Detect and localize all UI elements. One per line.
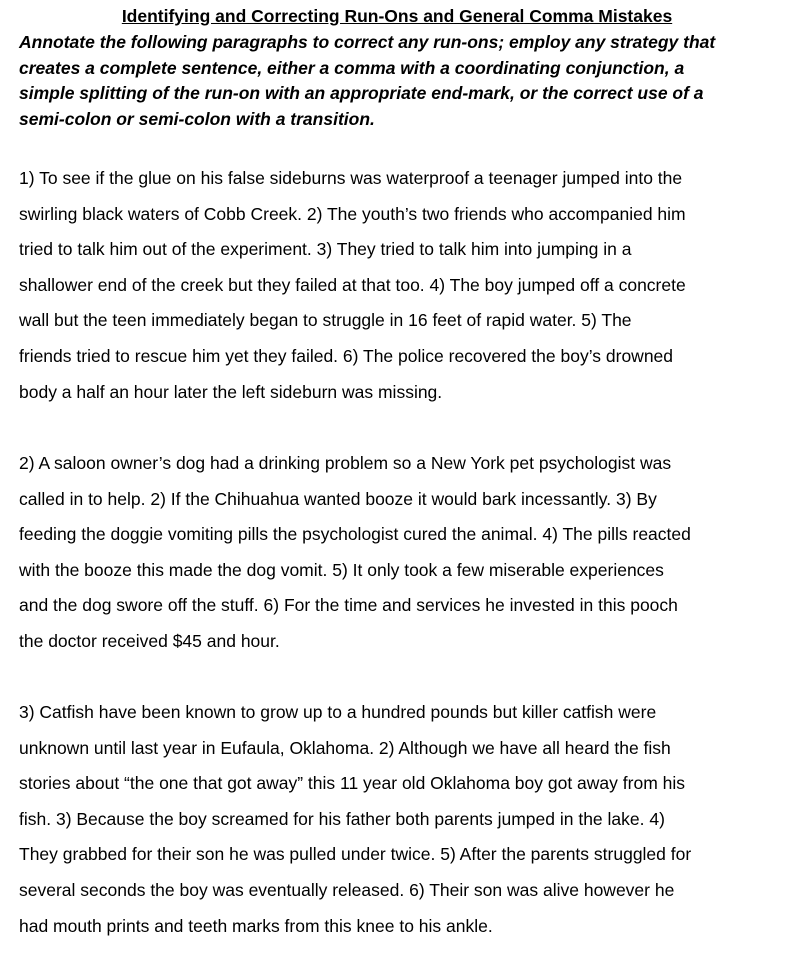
paragraph-line: called in to help. 2) If the Chihuahua wanted booze it would bark incessantly. 3) By [19, 488, 657, 509]
paragraph-line: shallower end of the creek but they failed at that too. 4) The boy jumped off a concrete [19, 274, 686, 295]
paragraph-line: stories about “the one that got away” this 11 year old Oklahoma boy got away from his [19, 773, 685, 794]
paragraph-line: the doctor received $45 and hour. [19, 630, 280, 651]
paragraph-line: had mouth prints and teeth marks from this knee to his ankle. [19, 915, 493, 936]
instructions-line: semi-colon or semi-colon with a transition. [19, 108, 375, 129]
paragraph-line: 1) To see if the glue on his false sideburns was waterproof a teenager jumped into the [19, 168, 683, 188]
paragraph-line: body a half an hour later the left sideburn was missing. [19, 381, 443, 402]
paragraph-line: and the dog swore off the stuff. 6) For the time and services he invested in this pooch [19, 595, 678, 616]
page-title: Identifying and Correcting Run-Ons and General Comma Mistakes [121, 6, 673, 26]
paragraph-2 [19, 446, 789, 660]
instructions-line: simple splitting of the run-on with an appropriate end-mark, or the correct use of a [19, 83, 704, 103]
paragraph-line: swirling black waters of Cobb Creek. 2) The youth’s two friends who accompanied him [19, 203, 686, 224]
paragraph-1 [19, 161, 789, 410]
paragraph-line: fish. 3) Because the boy screamed for his father both parents jumped in the lake. 4) [19, 808, 665, 829]
instructions-line: Annotate the following paragraphs to correct any run-ons; employ any strategy that [19, 32, 716, 52]
paragraph-line: 2) A saloon owner’s dog had a drinking problem so a New York pet psychologist was [19, 453, 672, 473]
instructions-line: creates a complete sentence, either a comma with a coordinating conjunction, a [19, 57, 685, 78]
paragraph-line: tried to talk him out of the experiment. 3) They tried to talk him into jumping in a [19, 239, 632, 260]
paragraph-line: friends tried to rescue him yet they failed. 6) The police recovered the boy’s drowned [19, 345, 674, 366]
paragraph-line: feeding the doggie vomiting pills the psychologist cured the animal. 4) The pills reacted [19, 524, 691, 545]
paragraph-line: They grabbed for their son he was pulled under twice. 5) After the parents struggled for [19, 844, 692, 865]
paragraph-3 [19, 695, 789, 944]
paragraph-line: 3) Catfish have been known to grow up to a hundred pounds but killer catfish were [19, 702, 657, 722]
paragraph-line: wall but the teen immediately began to struggle in 16 feet of rapid water. 5) The [19, 310, 632, 331]
paragraph-line: unknown until last year in Eufaula, Oklahoma. 2) Although we have all heard the fish [19, 737, 671, 758]
paragraph-line: with the booze this made the dog vomit. 5) It only took a few miserable experiences [19, 559, 664, 580]
paragraph-line: several seconds the boy was eventually released. 6) Their son was alive however he [19, 879, 675, 900]
instructions [19, 30, 779, 132]
